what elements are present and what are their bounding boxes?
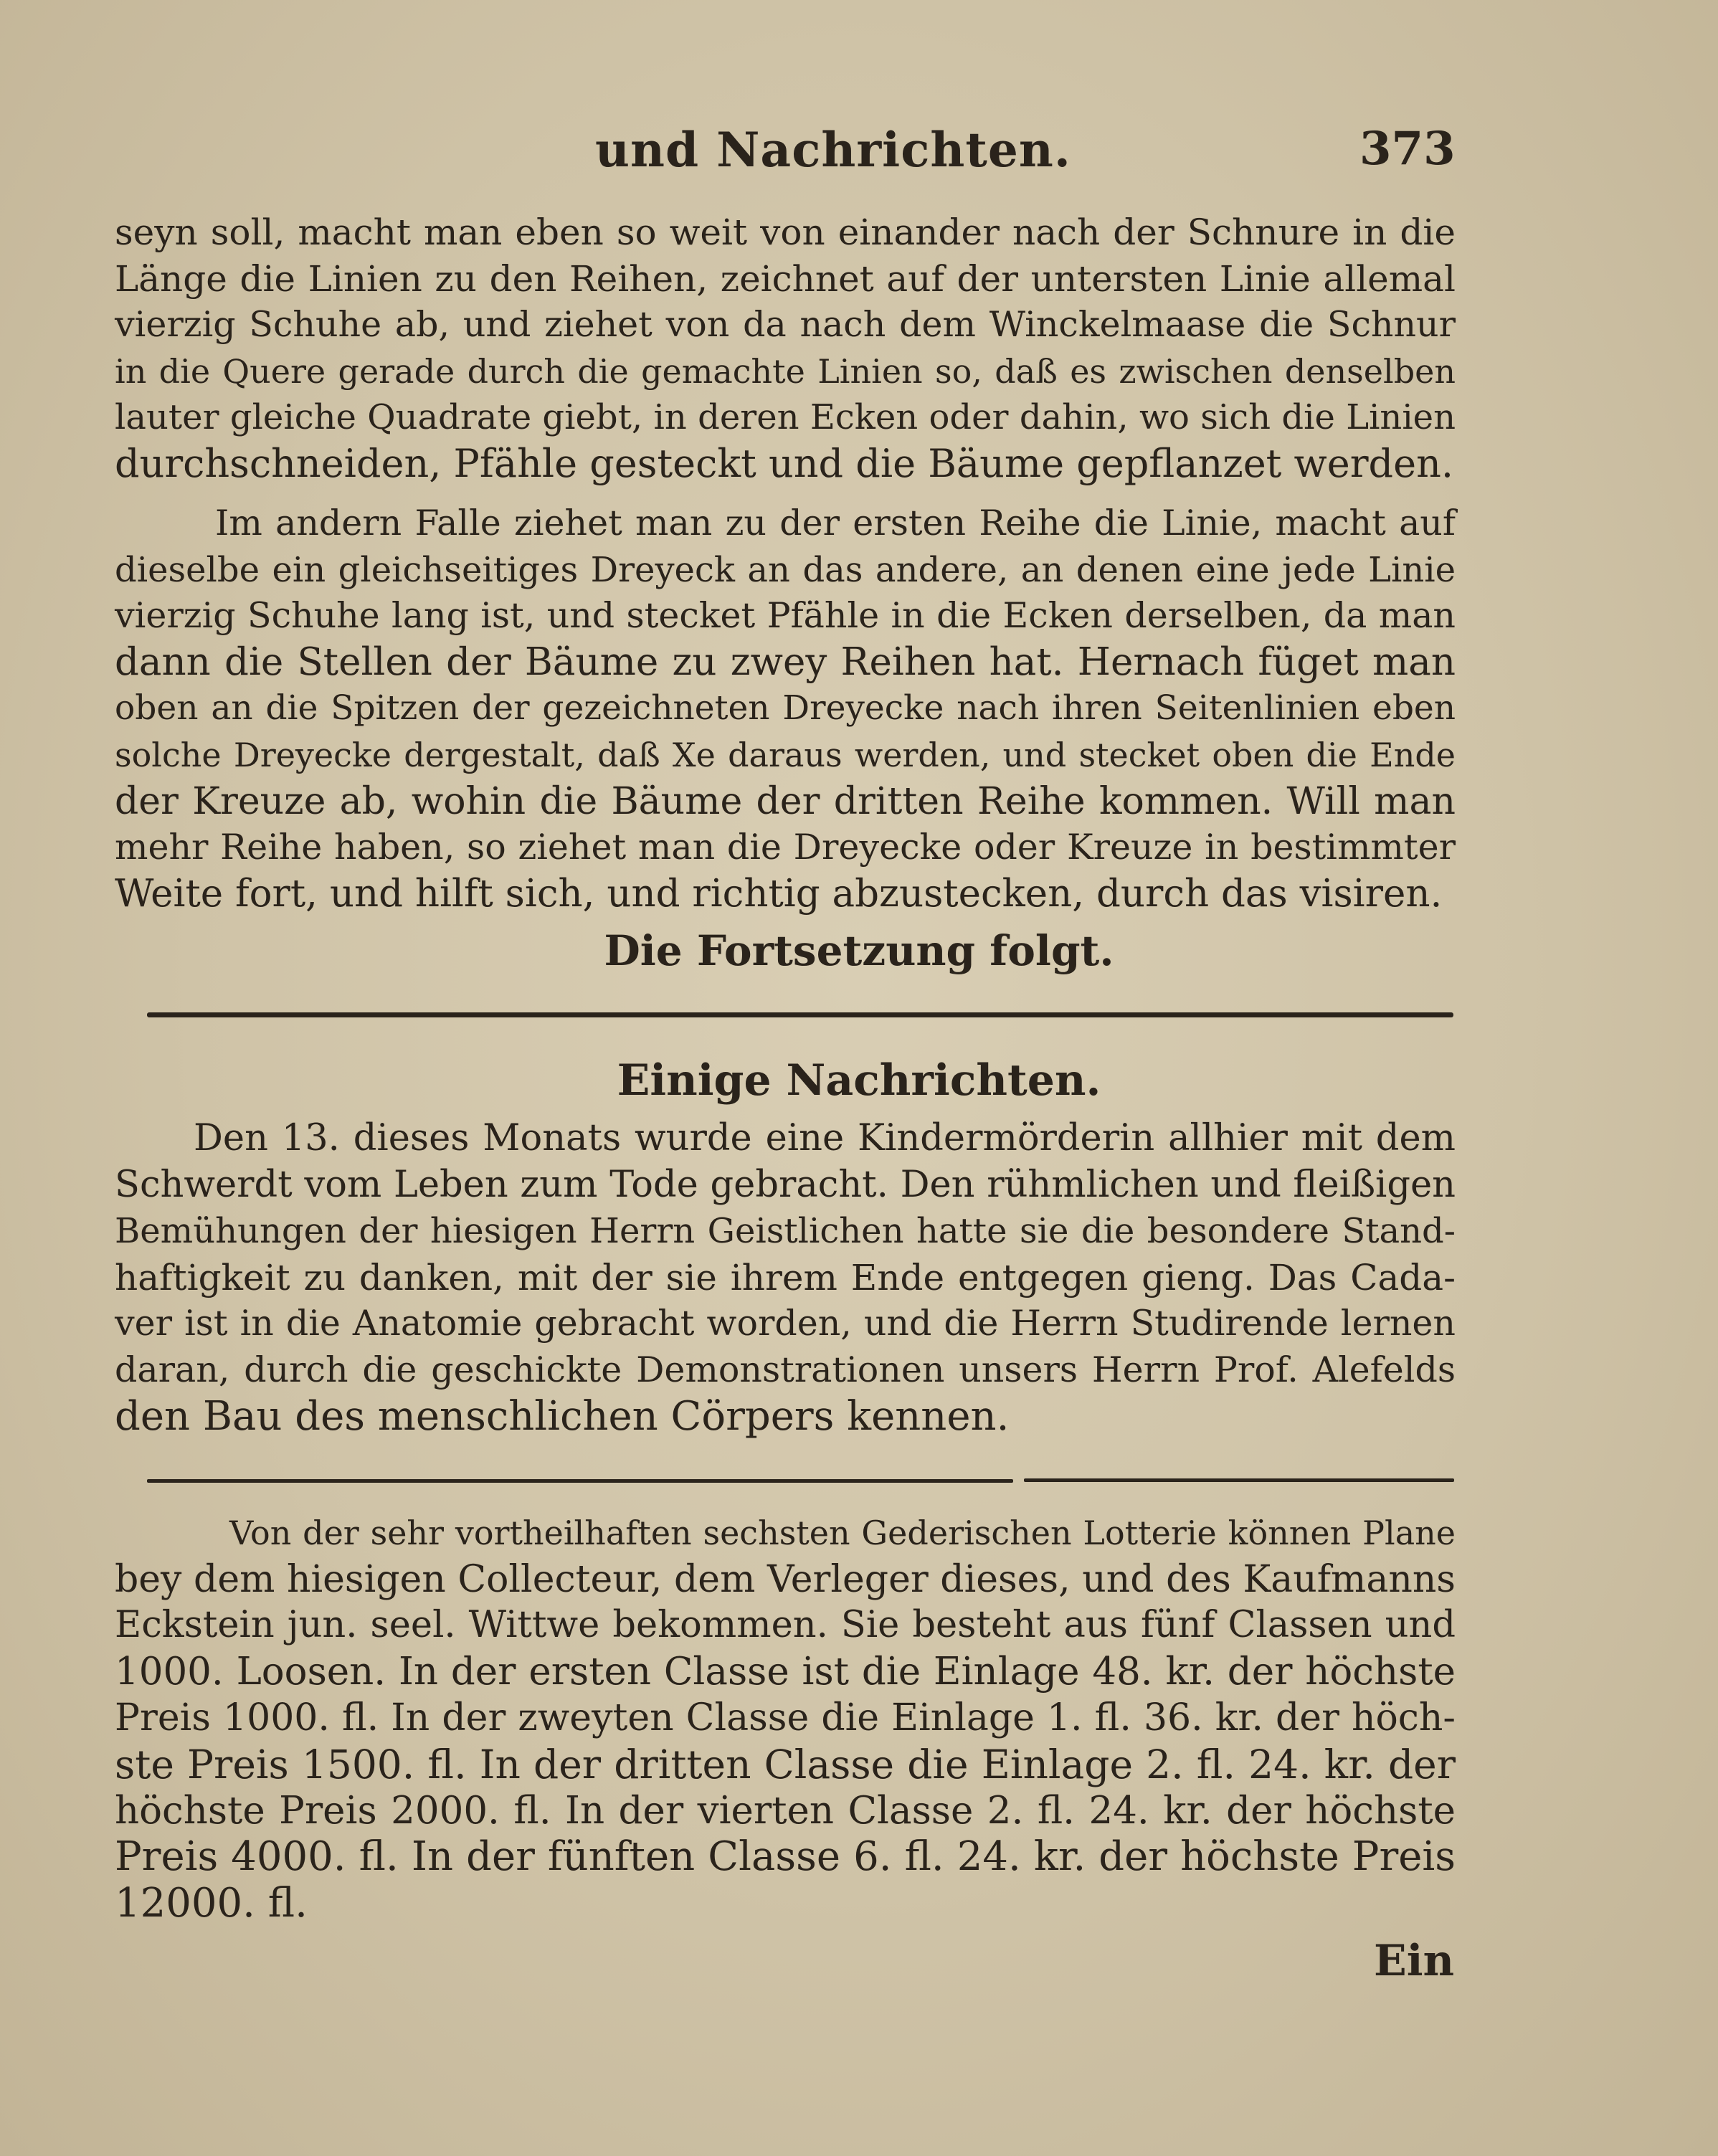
- text-line: Weite fort, und hilft sich, und richtig abzustecken, durch das visiren.: [115, 871, 1443, 916]
- text-line: Preis 4000. fl. In der fünften Classe 6. fl. 24. kr. der höchste Preis: [115, 1833, 1456, 1881]
- text-line: haftigkeit zu danken, mit der sie ihrem Ende entgegen gieng. Das Cada-: [115, 1256, 1456, 1298]
- text-line: Von der sehr vortheilhaften sechsten Gederischen Lotterie können Plane: [229, 1514, 1456, 1552]
- paragraph-execution-news: [115, 1116, 1456, 1440]
- paragraph-planting-squares: [115, 209, 1456, 488]
- text-line: 1000. Loosen. In der ersten Classe ist die Einlage 48. kr. der höchste: [115, 1649, 1456, 1694]
- text-line: höchste Preis 2000. fl. In der vierten Classe 2. fl. 24. kr. der höchste: [115, 1788, 1456, 1833]
- page-header: [0, 122, 1718, 186]
- paragraph-lottery-notice: [115, 1510, 1456, 1927]
- text-line: oben an die Spitzen der gezeichneten Dreyecke nach ihren Seitenlinien eben: [115, 688, 1456, 728]
- text-line: seyn soll, macht man eben so weit von einander nach der Schnure in die: [115, 212, 1456, 253]
- section-heading: Einige Nachrichten.: [617, 1055, 1101, 1106]
- text-line: Preis 1000. fl. In der zweyten Classe die Einlage 1. fl. 36. kr. der höch-: [115, 1696, 1456, 1740]
- text-line: Länge die Linien zu den Reihen, zeichnet auf der untersten Linie allemal: [115, 257, 1456, 300]
- text-line: Den 13. dieses Monats wurde eine Kindermörderin allhier mit dem: [194, 1117, 1456, 1159]
- text-line: vierzig Schuhe lang ist, und stecket Pfähle in die Ecken derselben, da man: [115, 595, 1456, 637]
- text-line: ver ist in die Anatomie gebracht worden, und die Herrn Studirende lernen: [115, 1303, 1456, 1344]
- text-line: Schwerdt vom Leben zum Tode gebracht. Den rühmlichen und fleißigen: [115, 1163, 1456, 1206]
- text-line: 12000. fl.: [115, 1879, 308, 1927]
- page-number: 373: [1359, 122, 1456, 176]
- text-line: Im andern Falle ziehet man zu der ersten Reihe die Linie, macht auf: [215, 503, 1456, 543]
- text-line: vierzig Schuhe ab, und ziehet von da nach dem Winckelmaase die Schnur: [115, 304, 1456, 346]
- text-line: solche Dreyecke dergestalt, daß Xe daraus werden, und stecket oben die Ende: [115, 735, 1456, 774]
- text-line: den Bau des menschlichen Cörpers kennen.: [115, 1392, 1010, 1440]
- section-divider: [147, 1012, 1453, 1017]
- text-line: in die Quere gerade durch die gemachte Linien so, daß es zwischen denselben: [115, 351, 1456, 391]
- text-line: bey dem hiesigen Collecteur, dem Verleger dieses, und des Kaufmanns: [115, 1557, 1456, 1601]
- paragraph-planting-triangles: [115, 500, 1456, 917]
- catchword: Ein: [1374, 1936, 1455, 1986]
- text-line: durchschneiden, Pfähle gesteckt und die Bäume gepflanzet werden.: [115, 440, 1454, 486]
- text-line: dann die Stellen der Bäume zu zwey Reihen hat. Hernach füget man: [115, 640, 1456, 684]
- text-line: ste Preis 1500. fl. In der dritten Classe die Einlage 2. fl. 24. kr. der: [115, 1741, 1456, 1787]
- text-line: mehr Reihe haben, so ziehet man die Dreyecke oder Kreuze in bestimmter: [115, 827, 1456, 868]
- text-line: Eckstein jun. seel. Wittwe bekommen. Sie besteht aus fünf Classen und: [115, 1604, 1456, 1647]
- running-title: und Nachrichten.: [595, 122, 1071, 178]
- text-line: lauter gleiche Quadrate giebt, in deren Ecken oder dahin, wo sich die Linien: [115, 397, 1456, 438]
- text-line: Bemühungen der hiesigen Herrn Geistlichen hatte sie die besondere Stand-: [115, 1211, 1456, 1252]
- divider-rule-right: [1024, 1478, 1454, 1482]
- divider-rule-left: [147, 1479, 1013, 1483]
- continuation-note: Die Fortsetzung folgt.: [604, 926, 1114, 975]
- text-line: der Kreuze ab, wohin die Bäume der dritten Reihe kommen. Will man: [115, 779, 1456, 823]
- text-line: daran, durch die geschickte Demonstrationen unsers Herrn Prof. Alefelds: [115, 1349, 1456, 1390]
- text-line: dieselbe ein gleichseitiges Dreyeck an das andere, an denen eine jede Linie: [115, 549, 1456, 590]
